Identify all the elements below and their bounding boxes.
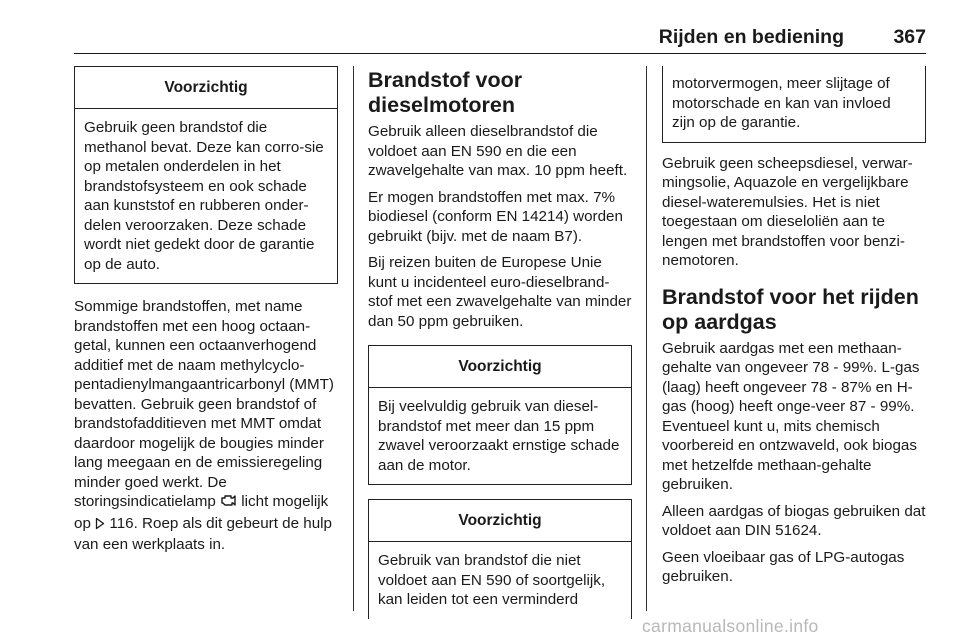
watermark: carmanualsonline.info [642,616,819,636]
column-right [662,66,926,587]
warning-heading: Voorzichtig [75,67,337,109]
warning-box-methanol [74,66,338,284]
warning-text: Bij veelvuldig gebruik van diesel-brandstof met meer dan 15 ppm zwavel veroorzaakt ernstige schade aan de motor. [378,398,620,474]
mmt-paragraph [74,297,338,555]
engine-warning-icon [220,493,237,514]
diesel-para-3: Bij reizen buiten de Europese Unie kunt u incidenteel euro-dieselbrand-stof met een zwavelgehalte van minder dan 50 ppm gebruiken. [368,254,632,330]
natural-gas-para-2: Alleen aardgas of biogas gebruiken dat voldoet aan DIN 51624. [662,502,926,539]
natural-gas-para-3: Geen vloeibaar gas of LPG-autogas gebruiken. [662,548,905,585]
warning-heading: Voorzichtig [369,346,631,388]
warning-text: Gebruik geen brandstof die methanol bevat. Deze kan corro-sie op metalen onderdelen in het brandstofsysteem en ook schade aan kunststof en rubberen onder-delen veroorzaken. Deze schade wordt niet gedekt door de garantie op de auto. [84,119,324,273]
warning-text-continued: motorvermogen, meer slijtage of motorschade en kan van invloed zijn op de garantie. [672,75,891,131]
column-divider-left [353,66,354,611]
diesel-para-1: Gebruik alleen dieselbrandstof die voldoet aan EN 590 en die een zwavelgehalte van max. 10 ppm heeft. [368,123,628,179]
marine-diesel-paragraph: Gebruik geen scheepsdiesel, verwar-mingsolie, Aquazole en vergelijkbare diesel-wateremulsies. Het is niet toegestaan om dieseloliën aan te lengen met brandstoffen voor benzi-nemotoren. [662,154,913,269]
warning-heading: Voorzichtig [369,500,631,542]
column-left [74,66,338,555]
page-reference-icon [95,516,105,536]
section-title: Rijden en bediening [658,26,844,48]
mmt-text-cont: licht mogelijk op [74,493,329,532]
mmt-text: Sommige brandstoffen, met name brandstoffen met een hoog octaan-getal, kunnen een octaanverhogend additief met de naam methylcyclo-pentadienylmangaantricarbonyl (MMT) bevatten. Gebruik geen brandstof of brandstofadditieven met MMT omdat daardoor mogelijk de bougies minder lang meegaan en de emissieregeling minder goed werkt. De storingsindicatielamp [74,298,334,510]
warning-box-en590 [368,499,632,619]
page-number: 367 [893,26,926,48]
mmt-page-ref: 116. Roep als dit gebeurt de hulp van een werkplaats in. [74,514,333,553]
page-header [74,20,926,54]
diesel-heading: Brandstof voor dieselmotoren [368,68,523,117]
warning-box-continued [662,66,926,143]
column-divider-right [646,66,647,611]
warning-text: Gebruik van brandstof die niet voldoet aan EN 590 of soortgelijk, kan leiden tot een verminderd [378,552,606,608]
column-middle [368,66,632,619]
natural-gas-para-1: Gebruik aardgas met een methaan-gehalte van ongeveer 78 - 99%. L-gas (laag) heeft ongeveer 78 - 87% en H-gas (hoog) heeft onge-veer 87 - 99%. Eventueel kunt u, mits chemisch voorbereid en ontzwaveld, ook biogas met hetzelfde methaan-gehalte gebruiken. [662,339,920,493]
warning-box-sulfur [368,345,632,485]
diesel-para-2: Er mogen brandstoffen met max. 7% biodiesel (conform EN 14214) worden gebruikt (bijv. met de naam B7). [368,188,623,245]
natural-gas-heading: Brandstof voor het rijden op aardgas [662,284,919,334]
